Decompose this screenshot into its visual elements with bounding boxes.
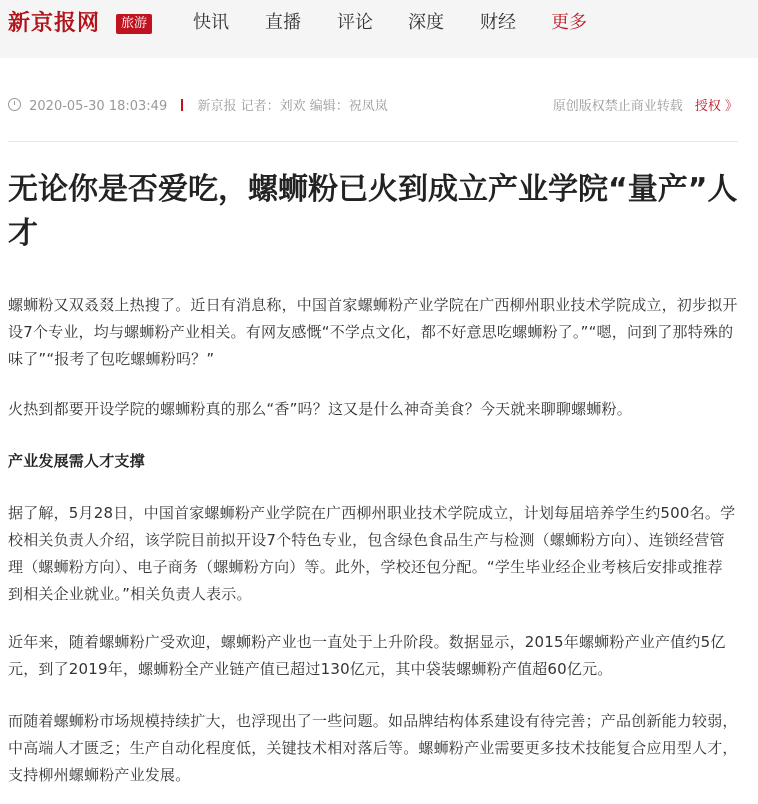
article-paragraph-3: 据了解，5月28日，中国首家螺蛳粉产业学院在广西柳州职业技术学院成立，计划每届培养学生约500名。学校相关负责人介绍，该学院目前拟开设7个特色专业，包含绿色食品生产与检测（螺蛳粉方向）、连锁经营管理（螺蛳粉方向）、电子商务（螺蛳粉方向）等。此外，学校还包分配。“学生毕业经企业考核后安排或推荐到相关企业就业。”相关负责人表示。 (8, 504, 736, 603)
article-paragraph-4: 近年来，随着螺蛳粉广受欢迎，螺蛳粉产业也一直处于上升阶段。数据显示，2015年螺蛳粉产业产值约5亿元，到了2019年，螺蛳粉全产业链产值已超过130亿元，其中袋装螺蛳粉产值超60亿元。 (8, 633, 726, 678)
publish-datetime: 2020-05-30 18:03:49 (29, 99, 168, 114)
authorize-link[interactable]: 授权 》 (694, 99, 738, 114)
meta-divider (8, 141, 738, 142)
source-and-editors: 新京报 记者：刘欢 编辑：祝凤岚 (197, 99, 388, 114)
site-logo[interactable]: 新京报网 (8, 10, 101, 36)
article-paragraph-2: 火热到都要开设学院的螺蛳粉真的那么“香”吗？这又是什么神奇美食？今天就来聊聊螺蛳粉。 (8, 400, 632, 418)
clock-icon (8, 98, 21, 111)
nav-item-shendu[interactable]: 深度 (408, 12, 444, 33)
article-paragraph-5: 而随着螺蛳粉市场规模持续扩大，也浮现出了一些问题。如品牌结构体系建设有待完善；产品创新能力较弱，中高端人才匮乏；生产自动化程度低，关键技术相对落后等。螺蛳粉产业需要更多技术技能复合应用型人才，支持柳州螺蛳粉产业发展。 (8, 712, 738, 784)
article-paragraph-1: 螺蛳粉又双叒叕上热搜了。近日有消息称，中国首家螺蛳粉产业学院在广西柳州职业技术学院成立，初步拟开设7个专业，均与螺蛳粉产业相关。有网友感慨“不学点文化，都不好意思吃螺蛳粉了。”“嗯，问到了那特殊的味了”“报考了包吃螺蛳粉吗？” (8, 296, 738, 368)
article-subheading: 产业发展需人才支撑 (8, 452, 145, 470)
article-title: 无论你是否爱吃，螺蛳粉已火到成立产业学院“量产”人才 (8, 172, 738, 251)
nav-item-caijing[interactable]: 财经 (480, 12, 516, 33)
nav-item-zhibo[interactable]: 直播 (265, 12, 301, 33)
meta-separator (181, 99, 183, 111)
top-navigation-bar (0, 0, 758, 58)
nav-item-pinglun[interactable]: 评论 (337, 12, 373, 33)
channel-badge[interactable]: 旅游 (116, 14, 152, 34)
copyright-area (553, 96, 738, 118)
article-meta (8, 96, 738, 118)
nav-item-more[interactable]: 更多 (551, 12, 587, 33)
copyright-notice: 原创版权禁止商业转载 (552, 99, 683, 114)
nav-item-kuaixun[interactable]: 快讯 (193, 12, 229, 33)
